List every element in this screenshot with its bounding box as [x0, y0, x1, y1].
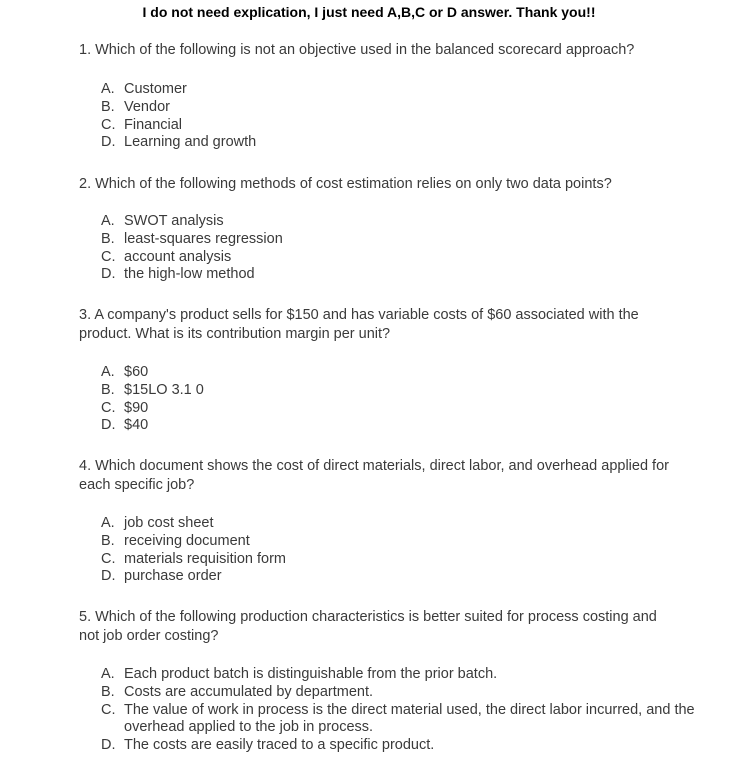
question-5-option-c[interactable]: [101, 702, 701, 738]
option-text: $15LO 3.1 0: [124, 381, 204, 398]
option-text: account analysis: [124, 248, 232, 265]
option-letter: C.: [101, 248, 116, 265]
option-letter: B.: [101, 230, 115, 247]
question-4: 4. Which document shows the cost of direct materials, direct labor, and overhead applied for each specific job?: [79, 458, 669, 493]
page-header: I do not need explication, I just need A,B,C or D answer. Thank you!!: [142, 4, 596, 20]
option-text: Customer: [124, 81, 187, 97]
question-2: 2. Which of the following methods of cost estimation relies on only two data points?: [79, 176, 612, 192]
option-text: The costs are easily traced to a specific product.: [124, 737, 435, 754]
question-1-option-c[interactable]: [101, 117, 701, 135]
option-text: SWOT analysis: [124, 213, 224, 229]
question-2-option-a[interactable]: [101, 213, 701, 231]
question-3: 3. A company's product sells for $150 and has variable costs of $60 associated with the product. What is its contribution margin per unit?: [79, 307, 639, 342]
option-letter: C.: [101, 399, 116, 416]
question-3-option-d[interactable]: [101, 417, 701, 435]
question-1-option-a[interactable]: [101, 81, 701, 99]
option-text: materials requisition form: [124, 550, 286, 567]
option-letter: D.: [101, 417, 116, 434]
option-letter: A.: [101, 666, 115, 682]
question-5-options: [101, 666, 701, 755]
option-letter: B.: [101, 381, 115, 398]
option-letter: D.: [101, 568, 116, 585]
question-2-option-b[interactable]: [101, 231, 701, 249]
option-text: Costs are accumulated by department.: [124, 683, 374, 700]
question-3-option-b[interactable]: [101, 382, 701, 400]
question-1: 1. Which of the following is not an objective used in the balanced scorecard approach?: [79, 42, 635, 58]
option-letter: C.: [101, 116, 116, 133]
option-text: job cost sheet: [124, 515, 214, 531]
option-text: $60: [124, 364, 149, 380]
option-letter: A.: [101, 81, 115, 97]
option-text: the high-low method: [124, 266, 255, 283]
option-letter: C.: [101, 701, 116, 718]
option-text: Vendor: [124, 98, 170, 115]
question-5: 5. Which of the following production characteristics is better suited for process costing and not job order costing?: [79, 609, 657, 644]
option-text: receiving document: [124, 532, 250, 549]
question-4-option-b[interactable]: [101, 533, 701, 551]
option-text: The value of work in process is the direct material used, the direct labor incurred, and the overhead applied to the job in process.: [124, 701, 695, 736]
question-4-option-c[interactable]: [101, 551, 701, 569]
option-letter: B.: [101, 98, 115, 115]
option-text: purchase order: [124, 568, 222, 585]
question-1-option-b[interactable]: [101, 99, 701, 117]
question-5-option-b[interactable]: [101, 684, 701, 702]
option-letter: A.: [101, 213, 115, 229]
option-text: $90: [124, 399, 149, 416]
option-letter: A.: [101, 515, 115, 531]
option-text: Each product batch is distinguishable from the prior batch.: [124, 666, 498, 682]
option-text: least-squares regression: [124, 230, 283, 247]
question-2-option-c[interactable]: [101, 249, 701, 267]
option-letter: B.: [101, 683, 115, 700]
question-2-option-d[interactable]: [101, 266, 701, 284]
option-letter: D.: [101, 134, 116, 151]
option-text: Learning and growth: [124, 134, 257, 151]
question-3-option-a[interactable]: [101, 364, 701, 382]
option-text: $40: [124, 417, 149, 434]
question-5-option-d[interactable]: [101, 737, 701, 755]
question-1-option-d[interactable]: [101, 134, 701, 152]
question-4-option-d[interactable]: [101, 568, 701, 586]
option-letter: D.: [101, 737, 116, 754]
option-letter: A.: [101, 364, 115, 380]
option-letter: C.: [101, 550, 116, 567]
option-letter: B.: [101, 532, 115, 549]
question-4-option-a[interactable]: [101, 515, 701, 533]
question-3-option-c[interactable]: [101, 400, 701, 418]
question-4-options: [101, 515, 701, 586]
option-text: Financial: [124, 116, 183, 133]
question-1-options: [101, 81, 701, 152]
question-2-options: [101, 213, 701, 284]
question-3-options: [101, 364, 701, 435]
question-5-option-a[interactable]: [101, 666, 701, 684]
option-letter: D.: [101, 266, 116, 283]
